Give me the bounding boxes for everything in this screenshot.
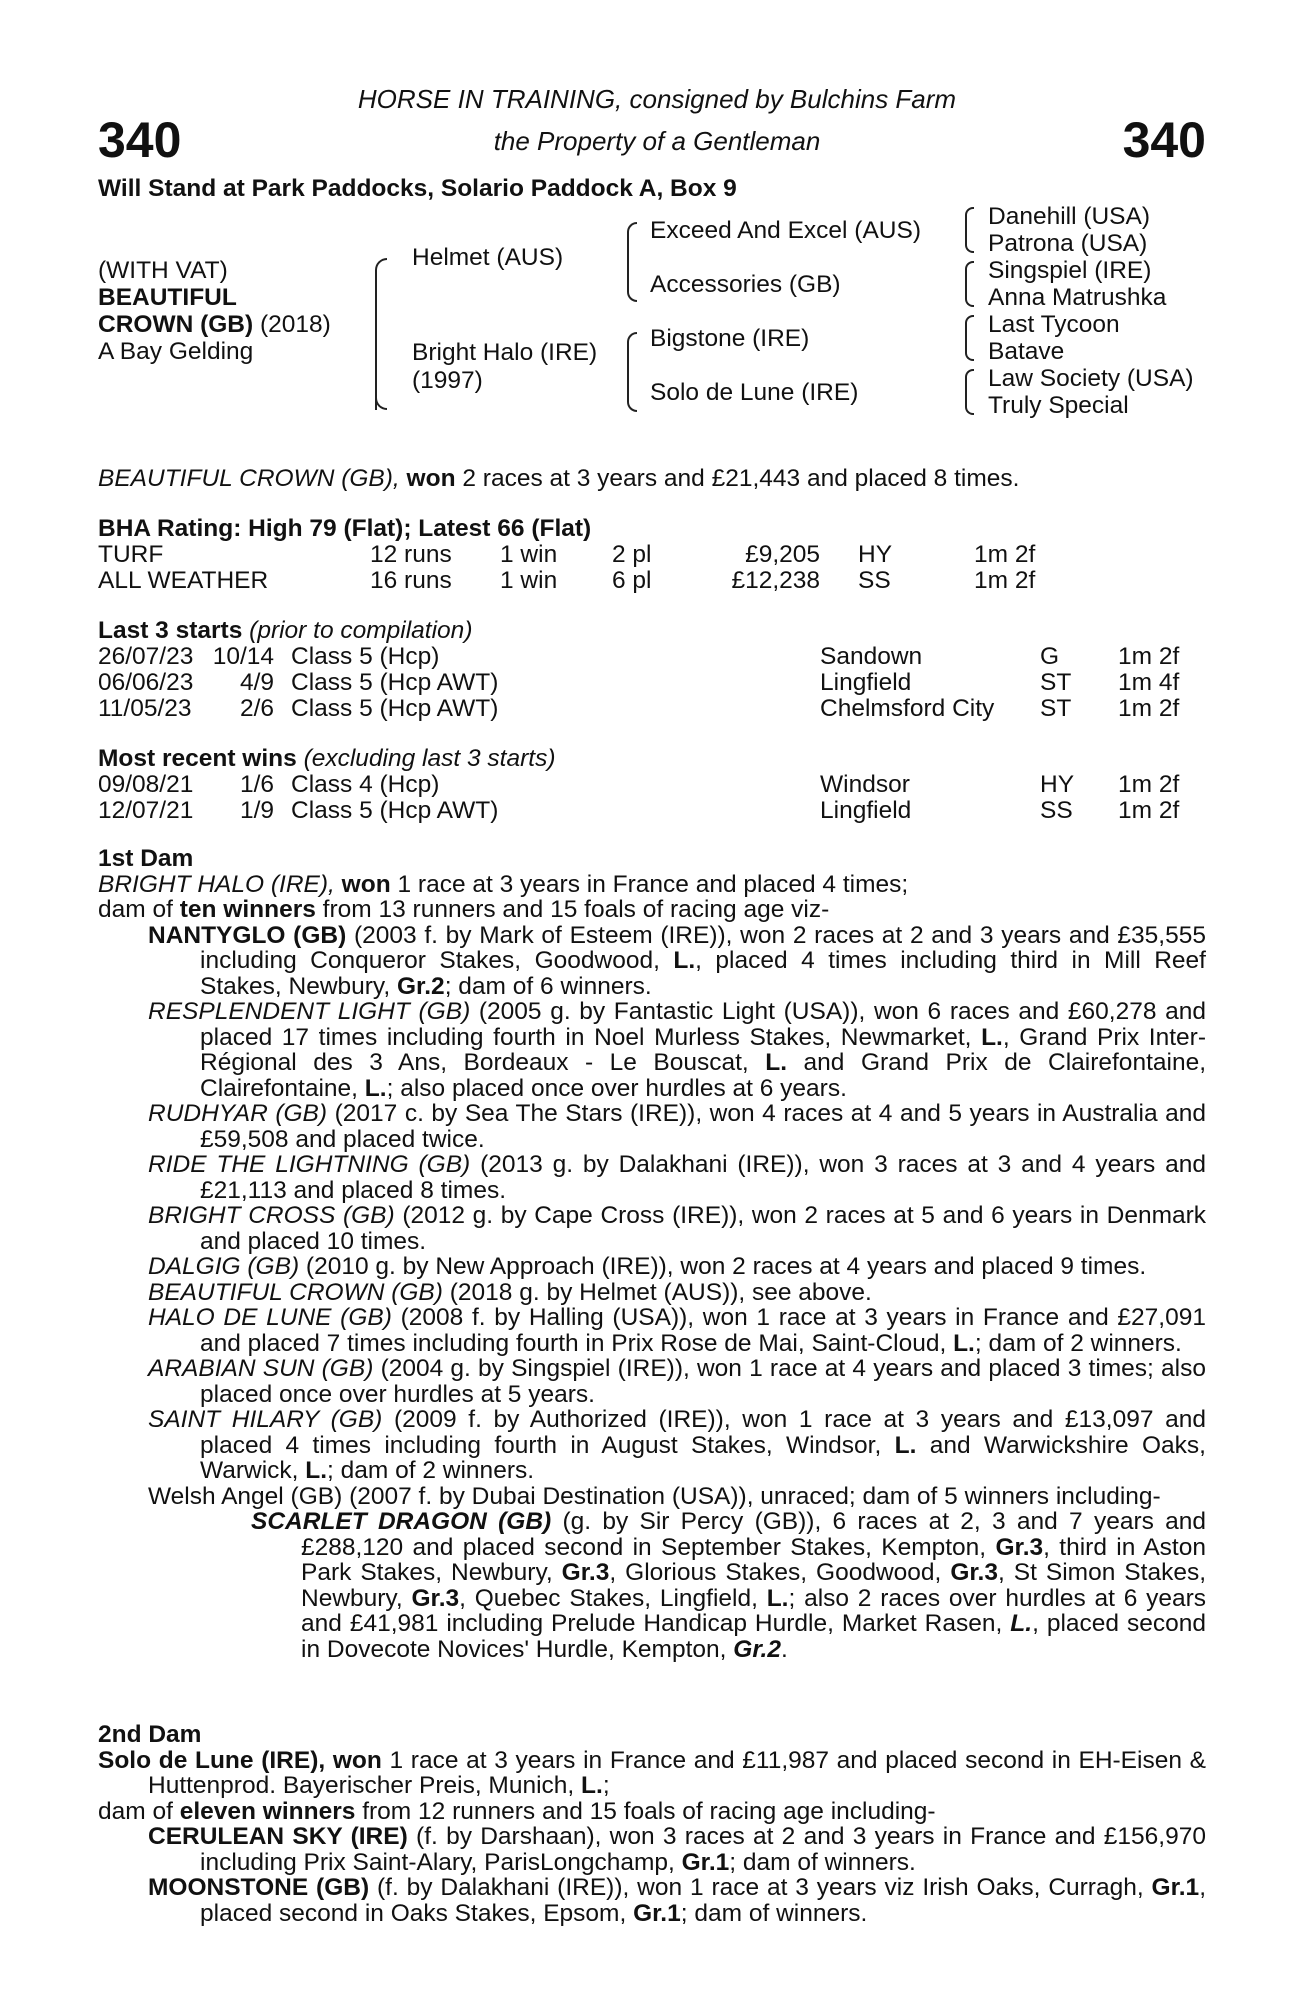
start-dist: 1m 2f bbox=[1118, 643, 1180, 670]
ped-sd: Accessories (GB) bbox=[650, 271, 841, 298]
start-date: 26/07/23 bbox=[98, 643, 194, 670]
start-course: Sandown bbox=[820, 643, 923, 670]
ped-ddd: Truly Special bbox=[988, 392, 1129, 419]
ped-sss: Danehill (USA) bbox=[988, 203, 1151, 230]
ped-dsd: Batave bbox=[988, 338, 1065, 365]
brace-main-bottom bbox=[375, 330, 387, 410]
recent-title bbox=[98, 746, 555, 772]
start-going: ST bbox=[1040, 669, 1072, 696]
win-course: Windsor bbox=[820, 771, 910, 798]
progeny-entry: HALO DE LUNE (GB) (2008 f. by Halling (USA)), won 1 race at 3 years in France and £27,091 and placed 7 times including fourth in Prix Rose de Mai, Saint-Cloud, L.; dam of 2 winners. bbox=[148, 1304, 1206, 1357]
consignor-line: HORSE IN TRAINING, consigned by Bulchins Farm bbox=[357, 84, 957, 114]
last3-title-text: Last 3 starts bbox=[98, 617, 243, 644]
summary-rest: 2 races at 3 years and £21,443 and placed 8 times. bbox=[462, 465, 1020, 492]
first-dam-line2: dam of ten winners from 13 runners and 15 foals of racing age viz- bbox=[98, 896, 830, 923]
rating-runs: 12 runs bbox=[370, 541, 452, 568]
horse-name-line2 bbox=[98, 312, 331, 338]
start-going: G bbox=[1040, 643, 1060, 670]
lot-number-right: 340 bbox=[1122, 112, 1206, 168]
rating-money: £9,205 bbox=[745, 541, 820, 568]
rating-wins: 1 win bbox=[500, 541, 558, 568]
start-date: 06/06/23 bbox=[98, 669, 194, 696]
rating-wins: 1 win bbox=[500, 567, 558, 594]
rating-title: BHA Rating: High 79 (Flat); Latest 66 (Flat) bbox=[98, 515, 592, 542]
ped-dam-year: (1997) bbox=[412, 367, 483, 394]
start-course: Chelmsford City bbox=[820, 695, 995, 722]
ped-dd: Solo de Lune (IRE) bbox=[650, 379, 859, 406]
second-dam-section bbox=[98, 1722, 1206, 1926]
win-date: 09/08/21 bbox=[98, 771, 194, 798]
ped-dss: Last Tycoon bbox=[988, 311, 1120, 338]
lot-number-left: 340 bbox=[98, 112, 182, 168]
start-pos: 4/9 bbox=[239, 669, 274, 696]
horse-name-line1: BEAUTIFUL bbox=[98, 284, 237, 311]
first-dam-section bbox=[98, 846, 1206, 1662]
rating-placed: 2 pl bbox=[612, 541, 652, 568]
first-dam-line1: BRIGHT HALO (IRE), won 1 race at 3 years in France and placed 4 times; bbox=[98, 870, 909, 898]
race-summary bbox=[98, 466, 1019, 492]
start-dist: 1m 2f bbox=[1118, 695, 1180, 722]
second-dam-line1: Solo de Lune (IRE), won 1 race at 3 years in France and £11,987 and placed second in EH-Eisen & Huttenprod. Bayerischer Preis, Munich, L.; bbox=[98, 1746, 1206, 1799]
rating-dist: 1m 2f bbox=[974, 541, 1036, 568]
progeny-entry: SAINT HILARY (GB) (2009 f. by Authorized (IRE)), won 1 race at 3 years and £13,097 and placed 4 times including fourth in August Stakes, Windsor, L. and Warwickshire Oaks, Warwick, L.; dam of 2 winners. bbox=[148, 1406, 1206, 1484]
ped-sdd: Anna Matrushka bbox=[988, 284, 1167, 311]
horse-name-crown: CROWN (GB) bbox=[98, 311, 254, 338]
rating-surface: TURF bbox=[98, 541, 164, 568]
rating-going: SS bbox=[858, 567, 891, 594]
start-pos: 2/6 bbox=[239, 695, 274, 722]
win-pos: 1/9 bbox=[239, 797, 274, 824]
brace-ds bbox=[965, 315, 974, 361]
second-dam-heading: 2nd Dam bbox=[98, 1721, 202, 1748]
second-dam-line2: dam of eleven winners from 12 runners and 15 foals of racing age including- bbox=[98, 1797, 936, 1825]
brace-ss bbox=[965, 207, 974, 253]
stand-line: Will Stand at Park Paddocks, Solario Paddock A, Box 9 bbox=[98, 175, 737, 202]
brace-dam bbox=[627, 332, 637, 412]
rating-money: £12,238 bbox=[731, 567, 820, 594]
win-date: 12/07/21 bbox=[98, 797, 194, 824]
start-dist: 1m 4f bbox=[1118, 669, 1180, 696]
win-dist: 1m 2f bbox=[1118, 771, 1180, 798]
win-class: Class 4 (Hcp) bbox=[291, 771, 440, 798]
first-dam-heading: 1st Dam bbox=[98, 845, 194, 872]
start-date: 11/05/23 bbox=[98, 695, 192, 722]
start-class: Class 5 (Hcp AWT) bbox=[291, 695, 499, 722]
ped-dds: Law Society (USA) bbox=[988, 365, 1194, 392]
win-going: SS bbox=[1040, 797, 1073, 824]
vat-label: (WITH VAT) bbox=[98, 257, 228, 284]
progeny-entry: ARABIAN SUN (GB) (2004 g. by Singspiel (IRE)), won 1 race at 4 years and placed 3 times; also placed once over hurdles at 5 years. bbox=[148, 1355, 1206, 1408]
ped-ds: Bigstone (IRE) bbox=[650, 325, 810, 352]
win-class: Class 5 (Hcp AWT) bbox=[291, 797, 499, 824]
win-course: Lingfield bbox=[820, 797, 912, 824]
progeny-entry: BEAUTIFUL CROWN (GB) (2018 g. by Helmet (AUS)), see above. bbox=[148, 1278, 872, 1306]
last3-title bbox=[98, 618, 472, 644]
recent-note: (excluding last 3 starts) bbox=[303, 745, 556, 772]
progeny-entry: NANTYGLO (GB) (2003 f. by Mark of Esteem (IRE)), won 2 races at 2 and 3 years and £35,555 including Conqueror Stakes, Goodwood, L., placed 4 times including third in Mill Reef Stakes, Newbury, Gr.2; dam of 6 winners. bbox=[148, 921, 1206, 1000]
win-pos: 1/6 bbox=[239, 771, 274, 798]
rating-dist: 1m 2f bbox=[974, 567, 1036, 594]
win-dist: 1m 2f bbox=[1118, 797, 1180, 824]
last3-note: (prior to compilation) bbox=[249, 617, 473, 644]
summary-name: BEAUTIFUL CROWN (GB), bbox=[98, 465, 400, 492]
progeny-entry: CERULEAN SKY (IRE) (f. by Darshaan), won 3 races at 2 and 3 years in France and £156,970 including Prix Saint-Alary, ParisLongchamp, Gr.1; dam of winners. bbox=[148, 1823, 1206, 1876]
start-class: Class 5 (Hcp) bbox=[291, 643, 440, 670]
progeny-entry: Welsh Angel (GB) (2007 f. by Dubai Destination (USA)), unraced; dam of 5 winners including- bbox=[148, 1482, 1161, 1510]
property-line: the Property of a Gentleman bbox=[493, 126, 821, 156]
grand-progeny-entry: SCARLET DRAGON (GB) (g. by Sir Percy (GB)), 6 races at 2, 3 and 7 years and £288,120 and placed second in September Stakes, Kempton, Gr.3, third in Aston Park Stakes, Newbury, Gr.3, Glorious Stakes, Goodwood, Gr.3, St Simon Stakes, Newbury, Gr.3, Quebec Stakes, Lingfield, L.; also 2 races over hurdles at 6 years and £41,981 including Prelude Handicap Hurdle, Market Rasen, L., placed second in Dovecote Novices' Hurdle, Kempton, Gr.2. bbox=[251, 1508, 1207, 1663]
start-class: Class 5 (Hcp AWT) bbox=[291, 669, 499, 696]
rating-going: HY bbox=[858, 541, 893, 568]
progeny-entry: RIDE THE LIGHTNING (GB) (2013 g. by Dalakhani (IRE)), won 3 races at 3 and 4 years and £21,113 and placed 8 times. bbox=[148, 1151, 1206, 1204]
brace-sire bbox=[627, 222, 637, 302]
ped-sire: Helmet (AUS) bbox=[412, 244, 564, 271]
start-pos: 10/14 bbox=[212, 643, 274, 670]
ped-ss: Exceed And Excel (AUS) bbox=[650, 217, 921, 244]
progeny-entry: RESPLENDENT LIGHT (GB) (2005 g. by Fantastic Light (USA)), won 6 races and £60,278 and placed 17 times including fourth in Noel Murless Stakes, Newmarket, L., Grand Prix Inter-Régional des 3 Ans, Bordeaux - Le Bouscat, L. and Grand Prix de Clairefontaine, Clairefontaine, L.; also placed once over hurdles at 6 years. bbox=[148, 998, 1206, 1102]
progeny-entry: RUDHYAR (GB) (2017 c. by Sea The Stars (IRE)), won 4 races at 4 and 5 years in Australia and £59,508 and placed twice. bbox=[148, 1100, 1206, 1153]
rating-runs: 16 runs bbox=[370, 567, 452, 594]
progeny-entry: DALGIG (GB) (2010 g. by New Approach (IRE)), won 2 races at 4 years and placed 9 times. bbox=[148, 1253, 1147, 1280]
progeny-entry: BRIGHT CROSS (GB) (2012 g. by Cape Cross (IRE)), won 2 races at 5 and 6 years in Denmark and placed 10 times. bbox=[148, 1202, 1207, 1255]
rating-placed: 6 pl bbox=[612, 567, 652, 594]
horse-description: A Bay Gelding bbox=[98, 338, 254, 365]
recent-title-text: Most recent wins bbox=[98, 745, 297, 772]
ped-sds: Singspiel (IRE) bbox=[988, 257, 1152, 284]
brace-sd bbox=[965, 261, 974, 307]
progeny-entry: MOONSTONE (GB) (f. by Dalakhani (IRE)), won 1 race at 3 years viz Irish Oaks, Curragh, Gr.1, placed second in Oaks Stakes, Epsom, Gr.1; dam of winners. bbox=[148, 1874, 1207, 1927]
win-going: HY bbox=[1040, 771, 1075, 798]
start-course: Lingfield bbox=[820, 669, 912, 696]
brace-dd bbox=[965, 369, 974, 415]
rating-surface: ALL WEATHER bbox=[98, 567, 269, 594]
horse-year: (2018) bbox=[259, 311, 331, 338]
summary-won: won bbox=[406, 465, 456, 492]
ped-dam: Bright Halo (IRE) bbox=[412, 339, 598, 366]
start-going: ST bbox=[1040, 695, 1072, 722]
ped-ssd: Patrona (USA) bbox=[988, 230, 1148, 257]
